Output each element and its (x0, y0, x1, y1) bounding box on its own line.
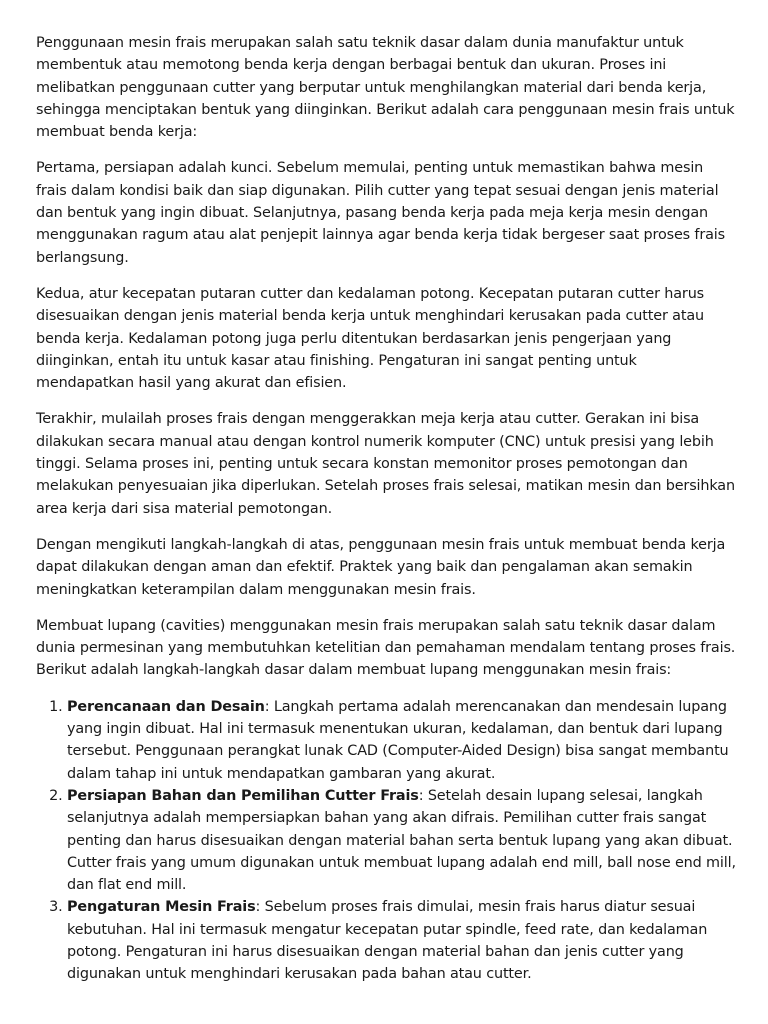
step-text: : Setelah desain lupang selesai, langkah selanjutnya adalah mempersiapkan bahan yang akan difrais. Pemilihan cutter frais sangat penting dan harus disesuaikan dengan material bahan serta bentuk lupang yang akan dibuat. Cutter frais yang umum digunakan untuk membuat lupang adalah end mill, ball nose end mill, dan flat end mill. (67, 787, 736, 894)
list-item (67, 696, 736, 785)
step-title: Perencanaan dan Desain (67, 698, 265, 715)
list-item (67, 896, 736, 985)
paragraph-cavities-intro: Membuat lupang (cavities) menggunakan mesin frais merupakan salah satu teknik dasar dalam dunia permesinan yang membutuhkan ketelitian dan pemahaman mendalam tentang proses frais. Berikut adalah langkah-langkah dasar dalam membuat lupang menggunakan mesin frais: (36, 617, 736, 679)
steps-list (36, 696, 736, 986)
step-text: : Langkah pertama adalah merencanakan dan mendesain lupang yang ingin dibuat. Hal ini termasuk menentukan ukuran, kedalaman, dan bentuk dari lupang tersebut. Penggunaan perangkat lunak CAD (Computer-Aided Design) bisa sangat membantu dalam tahap ini untuk mendapatkan gambaran yang akurat. (67, 698, 729, 782)
paragraph-first-step: Pertama, persiapan adalah kunci. Sebelum memulai, penting untuk memastikan bahwa mesin frais dalam kondisi baik dan siap digunakan. Pilih cutter yang tepat sesuai dengan jenis material dan bentuk yang ingin dibuat. Selanjutnya, pasang benda kerja pada meja kerja mesin dengan menggunakan ragum atau alat penjepit lainnya agar benda kerja tidak bergeser saat proses frais berlangsung. (36, 160, 725, 266)
step-title: Pengaturan Mesin Frais (67, 899, 256, 916)
paragraph-intro: Penggunaan mesin frais merupakan salah satu teknik dasar dalam dunia manufaktur untuk membentuk atau memotong benda kerja dengan berbagai bentuk dan ukuran. Proses ini melibatkan penggunaan cutter yang berputar untuk menghilangkan material dari benda kerja, sehingga menciptakan bentuk yang diinginkan. Berikut adalah cara penggunaan mesin frais untuk membuat benda kerja: (36, 35, 735, 141)
step-text: : Sebelum proses frais dimulai, mesin frais harus diatur sesuai kebutuhan. Hal ini termasuk mengatur kecepatan putar spindle, feed rate, dan kedalaman potong. Pengaturan ini harus disesuaikan dengan material bahan dan jenis cutter yang digunakan untuk menghindari kerusakan pada bahan atau cutter. (67, 899, 708, 983)
step-title: Persiapan Bahan dan Pemilihan Cutter Frais (67, 787, 419, 804)
paragraph-final-step: Terakhir, mulailah proses frais dengan menggerakkan meja kerja atau cutter. Gerakan ini bisa dilakukan secara manual atau dengan kontrol numerik komputer (CNC) untuk presisi yang lebih tinggi. Selama proses ini, penting untuk secara konstan memonitor proses pemotongan dan melakukan penyesuaian jika diperlukan. Setelah proses frais selesai, matikan mesin dan bersihkan area kerja dari sisa material pemotongan. (36, 411, 735, 517)
paragraph-second-step: Kedua, atur kecepatan putaran cutter dan kedalaman potong. Kecepatan putaran cutter harus disesuaikan dengan jenis material benda kerja untuk menghindari kerusakan pada cutter atau benda kerja. Kedalaman potong juga perlu ditentukan berdasarkan jenis pengerjaan yang diinginkan, entah itu untuk kasar atau finishing. Pengaturan ini sangat penting untuk mendapatkan hasil yang akurat dan efisien. (36, 285, 705, 392)
document-body (36, 32, 736, 986)
paragraph-conclusion: Dengan mengikuti langkah-langkah di atas, penggunaan mesin frais untuk membuat benda kerja dapat dilakukan dengan aman dan efektif. Praktek yang baik dan pengalaman akan semakin meningkatkan keterampilan dalam menggunakan mesin frais. (36, 536, 726, 598)
list-item (67, 785, 736, 896)
